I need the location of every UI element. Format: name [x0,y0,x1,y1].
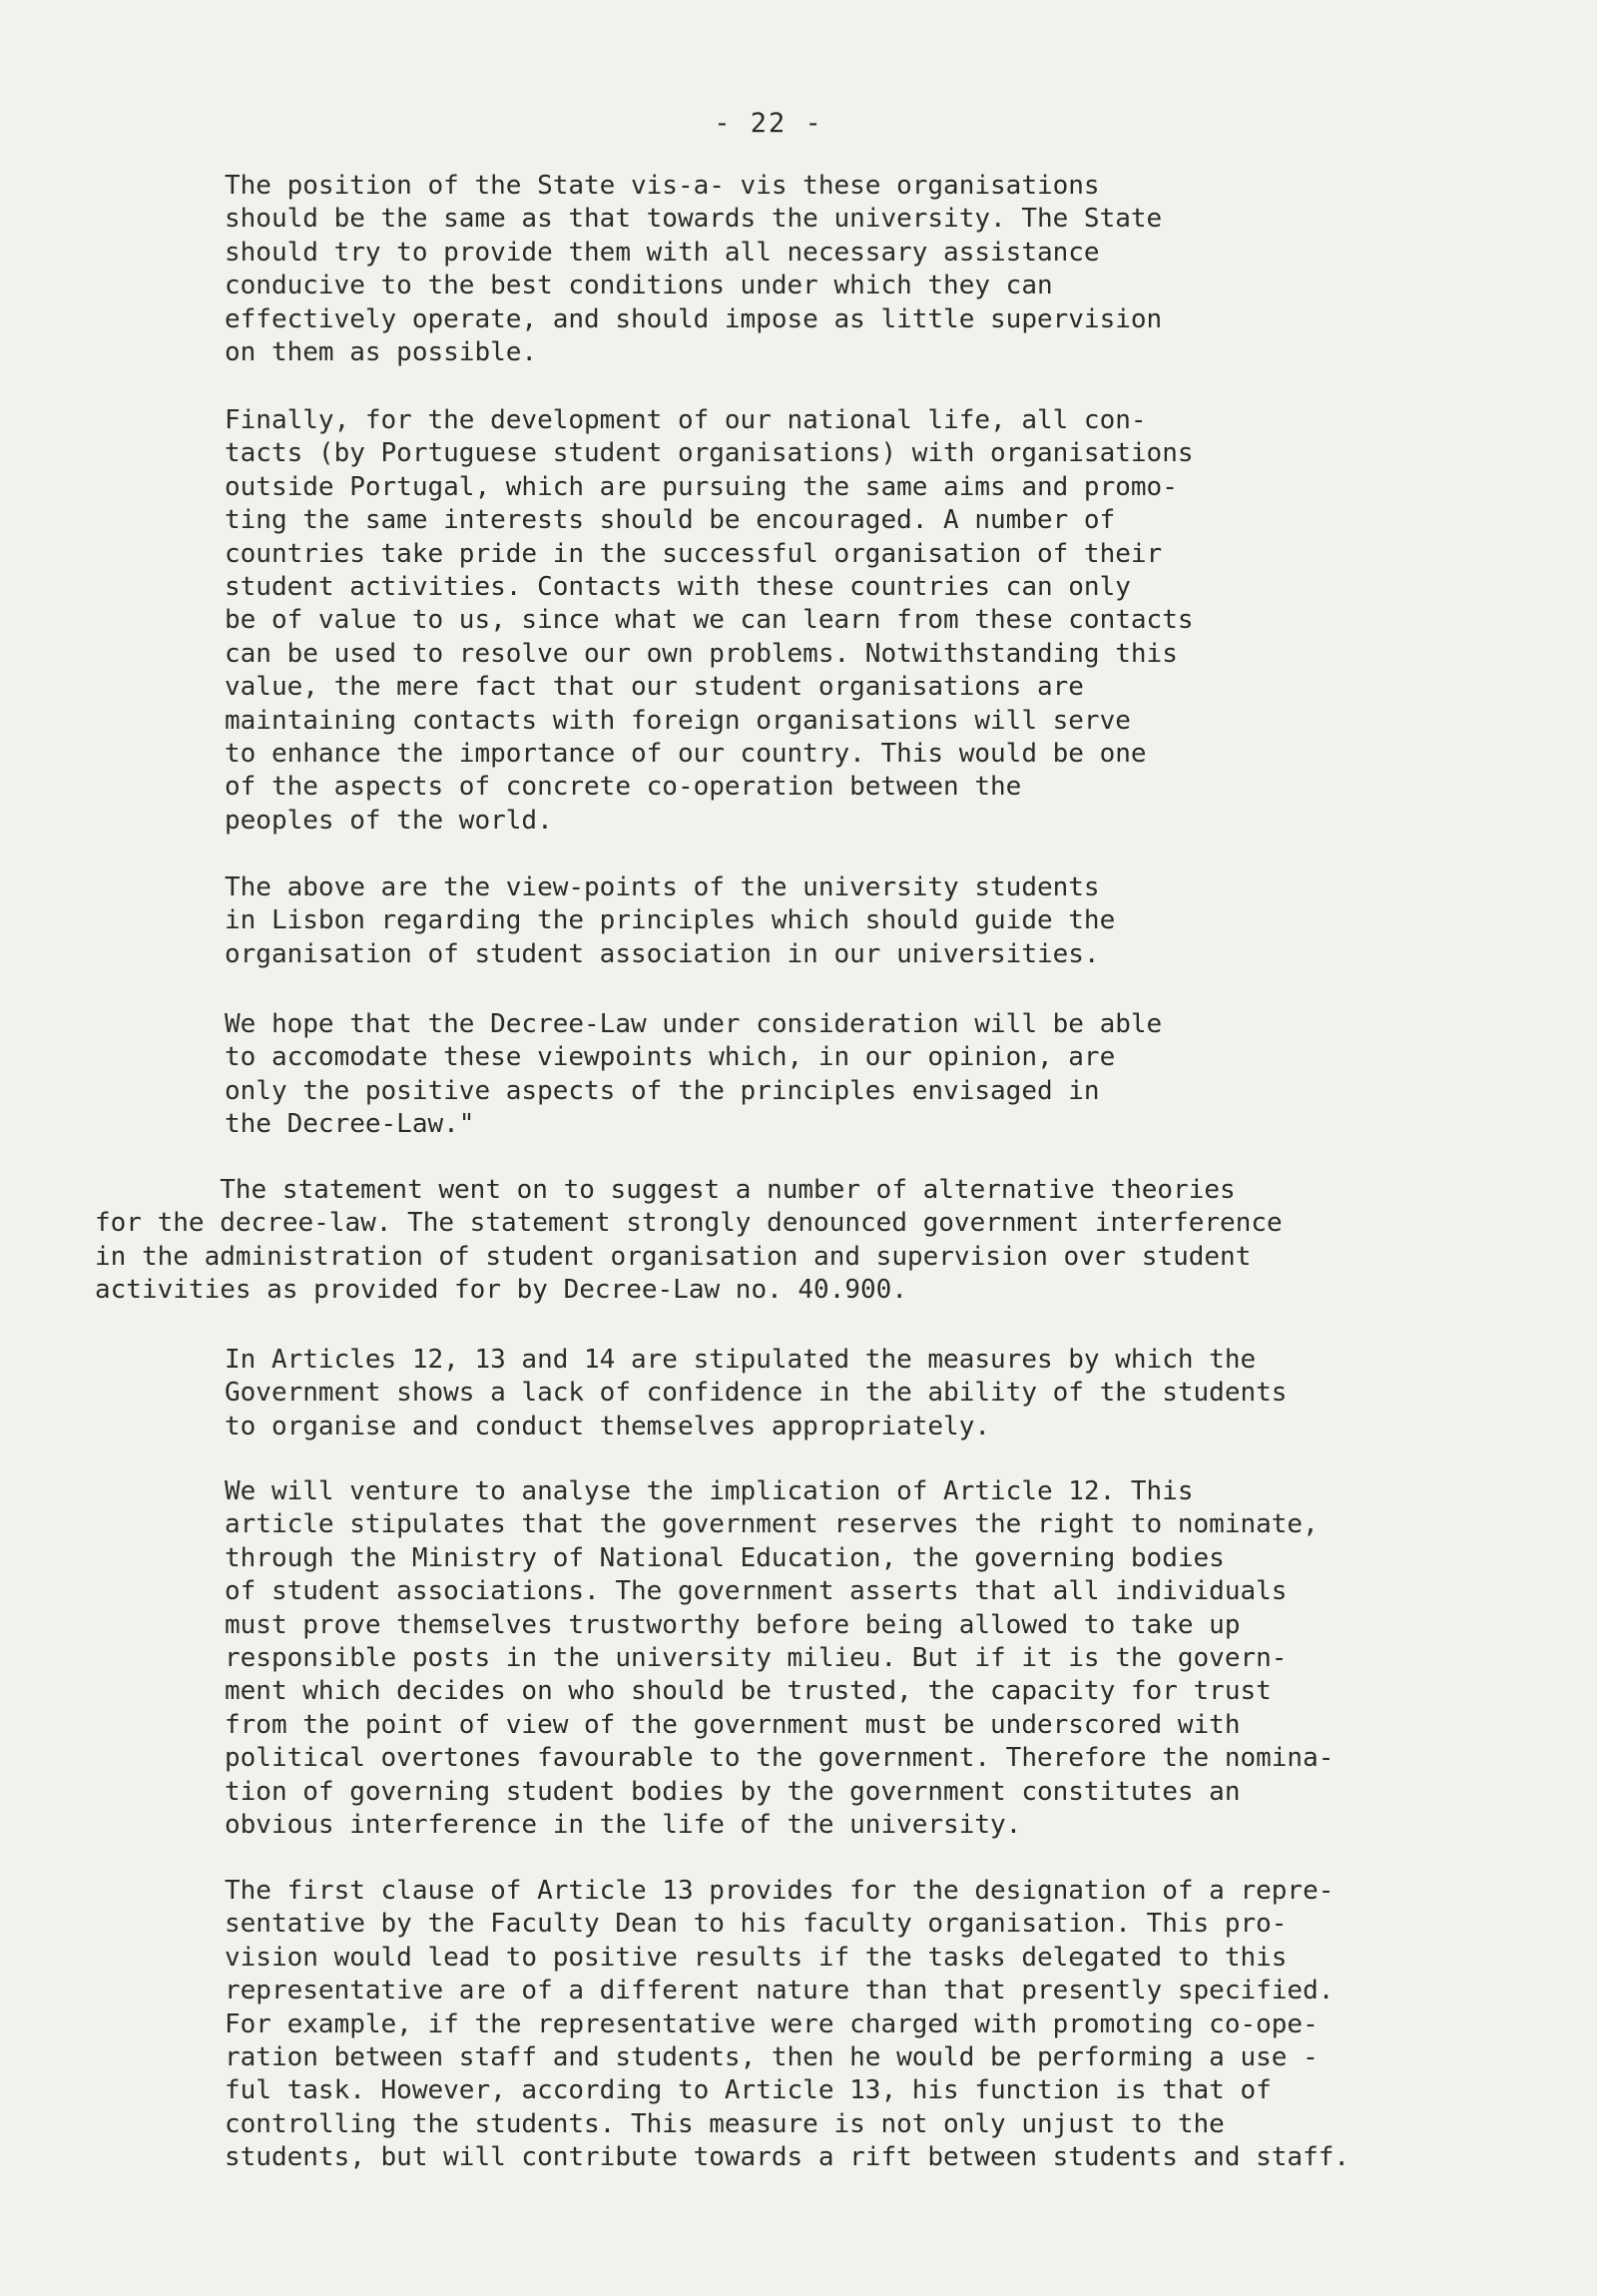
text-line: for the decree-law. The statement strongly denounced government interference [95,1208,1283,1239]
text-line: The position of the State vis-a- vis these organisations [225,171,1100,201]
text-line: We hope that the Decree-Law under consideration will be able [225,1009,1163,1039]
text-line: value, the mere fact that our student organisations are [225,672,1084,703]
text-line: to accomodate these viewpoints which, in our opinion, are [225,1042,1116,1073]
text-line: the Decree-Law." [225,1109,475,1140]
text-line: student activities. Contacts with these countries can only [225,572,1131,603]
text-line: responsible posts in the university milieu. But if it is the govern- [225,1643,1288,1674]
text-line: through the Ministry of National Education, the governing bodies [225,1542,1225,1573]
text-line: For example, if the representative were charged with promoting co-ope- [225,2009,1319,2039]
text-line: ment which decides on who should be trusted, the capacity for trust [225,1676,1272,1707]
text-line: of the aspects of concrete co-operation between the [225,772,1022,803]
text-line: countries take pride in the successful organisation of their [225,538,1163,569]
paragraph-articles [225,1344,1287,1443]
page-number: - 22 - [714,108,823,139]
text-line: representative are of a different nature than that presently specified. [225,1976,1334,2007]
text-line: We will venture to analyse the implication of Article 12. This [225,1476,1194,1506]
text-line: in the administration of student organisation and supervision over student [95,1241,1252,1272]
text-line: Finally, for the development of our national life, all con- [225,405,1147,435]
text-line: ful task. However, according to Article 13, his function is that of [225,2075,1272,2106]
text-line: organisation of student association in our universities. [225,938,1100,969]
paragraph-foreign-contacts [225,404,1194,838]
text-line: in Lisbon regarding the principles which should guide the [225,905,1116,936]
text-line: article stipulates that the government reserves the right to nominate, [225,1509,1319,1540]
text-line: tion of governing student bodies by the government constitutes an [225,1776,1241,1807]
text-line: maintaining contacts with foreign organisations will serve [225,705,1131,736]
paragraph-statement [95,1174,1283,1308]
text-line: political overtones favourable to the government. Therefore the nomina- [225,1743,1334,1774]
text-line: should be the same as that towards the university. The State [225,204,1163,235]
text-line: Government shows a lack of confidence in the ability of the students [225,1378,1288,1409]
paragraph-hope [225,1008,1162,1142]
text-line: can be used to resolve our own problems. Notwithstanding this [225,638,1178,669]
text-line: effectively operate, and should impose as little supervision [225,303,1163,334]
text-line: conducive to the best conditions under which they can [225,271,1053,301]
paragraph-article-12 [225,1475,1333,1842]
text-line: tacts (by Portuguese student organisations) with organisations [225,438,1194,469]
text-line: to enhance the importance of our country. This would be one [225,739,1147,770]
text-line: ting the same interests should be encouraged. A number of [225,505,1116,536]
text-line: controlling the students. This measure is not only unjust to the [225,2108,1225,2139]
paragraph-state-position [225,170,1162,369]
text-line: In Articles 12, 13 and 14 are stipulated the measures by which the [225,1345,1257,1375]
text-line: The statement went on to suggest a number of alternative theories [95,1175,1236,1205]
text-line: The above are the view-points of the university students [225,872,1100,902]
text-line: ration between staff and students, then he would be performing a use - [225,2042,1319,2073]
paragraph-viewpoints [225,871,1115,971]
text-line: The first clause of Article 13 provides for the designation of a repre- [225,1876,1334,1906]
text-line: peoples of the world. [225,805,553,836]
text-line: activities as provided for by Decree-Law no. 40.900. [95,1275,907,1306]
paragraph-article-13 [225,1875,1349,2175]
text-line: be of value to us, since what we can learn from these contacts [225,605,1194,636]
text-line: outside Portugal, which are pursuing the same aims and promo- [225,471,1178,502]
text-line: obvious interference in the life of the university. [225,1810,1022,1841]
text-line: vision would lead to positive results if the tasks delegated to this [225,1942,1288,1973]
text-line: on them as possible. [225,337,538,368]
text-line: of student associations. The government asserts that all individuals [225,1576,1288,1607]
text-line: must prove themselves trustworthy before being allowed to take up [225,1609,1241,1640]
text-line: to organise and conduct themselves appropriately. [225,1411,991,1441]
text-line: from the point of view of the government must be underscored with [225,1709,1241,1740]
text-line: should try to provide them with all necessary assistance [225,237,1100,268]
text-line: sentative by the Faculty Dean to his faculty organisation. This pro- [225,1909,1288,1940]
text-line: students, but will contribute towards a rift between students and staff. [225,2142,1350,2173]
text-line: only the positive aspects of the principles envisaged in [225,1075,1100,1106]
